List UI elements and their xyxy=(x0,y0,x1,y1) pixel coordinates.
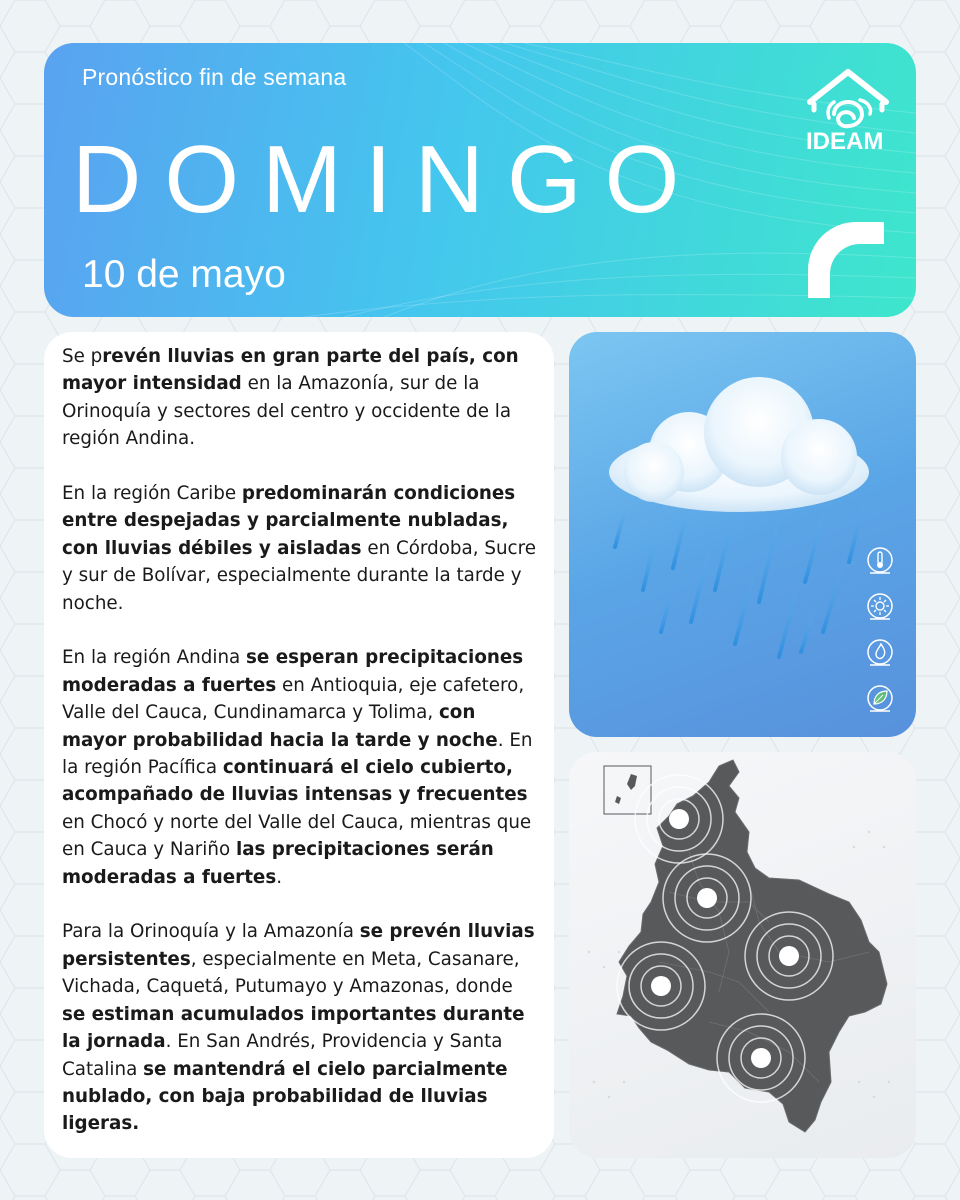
emphasis-text: se esperan precipitaciones moderadas a fuertes xyxy=(62,647,524,696)
forecast-paragraph xyxy=(62,644,540,891)
paragraph-text: Para la Orinoquía y la Amazonía xyxy=(62,921,360,943)
sun-icon xyxy=(866,592,894,620)
emphasis-text: las precipitaciones serán moderadas a fuertes xyxy=(62,839,494,888)
forecast-paragraph xyxy=(62,343,540,453)
rain-marker xyxy=(751,1048,771,1068)
emphasis-text: continuará el cielo cubierto, acompañado de lluvias intensas y frecuentes xyxy=(62,757,528,806)
rain-marker xyxy=(651,976,671,996)
emphasis-text: con mayor probabilidad hacia la tarde y noche xyxy=(62,702,498,751)
forecast-subtitle: Pronóstico fin de semana xyxy=(82,64,347,90)
ideam-logo-text: IDEAM xyxy=(806,128,884,155)
paragraph-text: en Córdoba, Sucre y sur de Bolívar, especialmente durante la tarde y noche. xyxy=(62,537,536,614)
paragraph-text: . xyxy=(276,866,283,888)
emphasis-text: se mantendrá el cielo parcialmente nublado, con baja probabilidad de lluvias ligeras. xyxy=(62,1058,508,1135)
paragraph-text: , especialmente en Meta, Casanare, Vichada, Caquetá, Putumayo y Amazonas, donde xyxy=(62,948,520,998)
droplet-icon xyxy=(866,638,894,666)
paragraph-text: En la región Andina xyxy=(62,647,247,669)
paragraph-text: . En la región Pacífica xyxy=(62,729,533,779)
emphasis-text: se prevén lluvias persistentes xyxy=(62,921,535,970)
rain-marker xyxy=(779,946,799,966)
day-title: DOMINGO xyxy=(72,126,703,233)
rain-cloud-illustration xyxy=(569,332,916,737)
colombia-map-card xyxy=(569,752,916,1158)
colombia-map xyxy=(569,752,916,1158)
leaf-icon xyxy=(866,684,894,712)
weather-image-card xyxy=(569,332,916,737)
thermometer-icon xyxy=(866,546,894,574)
forecast-paragraph xyxy=(62,480,540,617)
paragraph-text: en Chocó y norte del Valle del Cauca, mientras que en Cauca y Nariño xyxy=(62,811,532,861)
emphasis-text: predominarán condiciones entre despejadas y parcialmente nubladas, con lluvias débiles y aisladas xyxy=(62,483,516,559)
forecast-body-text xyxy=(62,343,540,1165)
date-label: 10 de mayo xyxy=(82,253,286,296)
forecast-paragraph xyxy=(62,918,540,1137)
paragraph-text: en Antioquia, eje cafetero, Valle del Cauca, Cundinamarca y Tolima, xyxy=(62,674,525,724)
rain-marker xyxy=(697,888,717,908)
paragraph-text: En la región Caribe xyxy=(62,483,242,505)
rain-marker xyxy=(669,809,689,829)
emphasis-text: revén lluvias en gran parte del país, con mayor intensidad xyxy=(62,346,519,395)
paragraph-text: Se p xyxy=(62,346,103,367)
corner-arc-icon xyxy=(808,222,884,298)
paragraph-text: . En San Andrés, Providencia y Santa Catalina xyxy=(62,1031,503,1080)
emphasis-text: se estiman acumulados importantes durante la jornada xyxy=(62,1003,525,1053)
paragraph-text: en la Amazonía, sur de la Orinoquía y sectores del centro y occidente de la región Andina. xyxy=(62,373,512,450)
